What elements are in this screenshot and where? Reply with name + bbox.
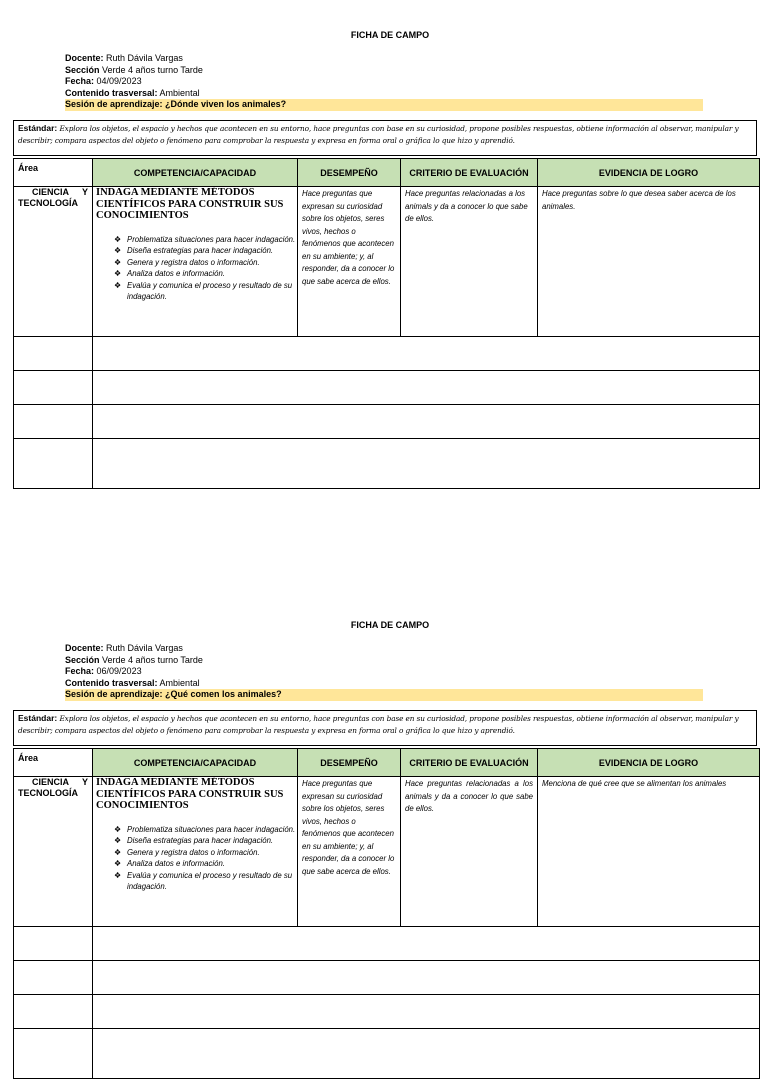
docente-line: Docente: Ruth Dávila Vargas xyxy=(65,643,183,653)
capacidad-item: ❖ Diseña estrategias para hacer indagación. xyxy=(114,245,307,257)
estandar-box xyxy=(13,120,757,156)
ficha-de-campo-2 xyxy=(0,590,768,1090)
area-cell: CIENCIA Y TECNOLOGÍA xyxy=(14,777,93,927)
capacidad-item: ❖ Analiza datos e información. xyxy=(114,268,307,280)
capacidades-list xyxy=(96,234,294,303)
header-desempeno: DESEMPEÑO xyxy=(298,159,401,187)
empty-row xyxy=(14,371,760,405)
sesion-line: Sesión de aprendizaje: ¿Qué comen los animales? xyxy=(65,689,703,701)
capacidad-item: ❖ Problematiza situaciones para hacer indagación. xyxy=(114,824,307,836)
area-cell: CIENCIA Y TECNOLOGÍA xyxy=(14,187,93,337)
header-evidencia: EVIDENCIA DE LOGRO xyxy=(538,749,760,777)
empty-row xyxy=(14,927,760,961)
header-info xyxy=(65,643,705,701)
sesion-line: Sesión de aprendizaje: ¿Dónde viven los animales? xyxy=(65,99,703,111)
estandar-text: Explora los objetos, el espacio y hechos que acontecen en su entorno, hace preguntas con base en su curiosidad, propone posibles respuestas, obtiene información al observar, manipular y describir; compara aspectos del objeto o fenómeno para comprobar la respuesta y expresa en forma oral o gráfica lo que hizo y aprendió. xyxy=(18,124,739,145)
empty-row xyxy=(14,961,760,995)
estandar-label: Estándar: xyxy=(18,713,58,723)
seccion-line: Sección Verde 4 años turno Tarde xyxy=(65,654,203,665)
table-header-row xyxy=(14,749,760,777)
header-competencia: COMPETENCIA/CAPACIDAD xyxy=(93,749,298,777)
table-row xyxy=(14,187,760,337)
contenido-line: Contenido trasversal: Ambiental xyxy=(65,87,200,98)
capacidad-item: ❖ Genera y registra datos o información. xyxy=(114,847,307,859)
fecha-line: Fecha: 06/09/2023 xyxy=(65,666,142,676)
capacidad-item: ❖ Analiza datos e información. xyxy=(114,858,307,870)
header-area: Área xyxy=(14,749,93,777)
competencias-table xyxy=(13,748,760,1079)
document-title: FICHA DE CAMPO xyxy=(350,620,430,630)
empty-row xyxy=(14,337,760,371)
empty-row xyxy=(14,405,760,439)
desempeno-cell: Hace preguntas que expresan su curiosidad sobre los objetos, seres vivos, hechos o fenómenos que acontecen en su ambiente; y, al responder, da a conocer lo que sabe acerca de ellos. xyxy=(298,777,401,927)
competencia-title: INDAGA MEDIANTE MÉTODOS CIENTÍFICOS PARA CONSTRUIR SUS CONOCIMIENTOS xyxy=(96,187,284,221)
document-title: FICHA DE CAMPO xyxy=(350,30,430,40)
desempeno-cell: Hace preguntas que expresan su curiosidad sobre los objetos, seres vivos, hechos o fenómenos que acontecen en su ambiente; y, al responder, da a conocer lo que sabe acerca de ellos. xyxy=(298,187,401,337)
seccion-line: Sección Verde 4 años turno Tarde xyxy=(65,64,203,75)
capacidad-item: ❖ Problematiza situaciones para hacer indagación. xyxy=(114,234,307,246)
table-row xyxy=(14,777,760,927)
capacidad-item: ❖ Genera y registra datos o información. xyxy=(114,257,307,269)
empty-row xyxy=(14,439,760,489)
header-area: Área xyxy=(14,159,93,187)
capacidad-item: ❖ Diseña estrategias para hacer indagación. xyxy=(114,835,307,847)
competencia-title: INDAGA MEDIANTE MÉTODOS CIENTÍFICOS PARA CONSTRUIR SUS CONOCIMIENTOS xyxy=(96,777,284,811)
criterio-cell: Hace preguntas relacionadas a los animals y da a conocer lo que sabe de ellos. xyxy=(401,187,538,337)
evidencia-cell: Menciona de qué cree que se alimentan los animales xyxy=(538,777,760,927)
competencia-cell xyxy=(93,777,298,927)
estandar-text: Explora los objetos, el espacio y hechos que acontecen en su entorno, hace preguntas con base en su curiosidad, propone posibles respuestas, obtiene información al observar, manipular y describir; compara aspectos del objeto o fenómeno para comprobar la respuesta y expresa en forma oral o gráfica lo que hizo y aprendió. xyxy=(18,714,739,735)
header-competencia: COMPETENCIA/CAPACIDAD xyxy=(93,159,298,187)
header-evidencia: EVIDENCIA DE LOGRO xyxy=(538,159,760,187)
docente-line: Docente: Ruth Dávila Vargas xyxy=(65,53,183,63)
criterio-cell: Hace preguntas relacionadas a los animals y da a conocer lo que sabe de ellos. xyxy=(401,777,538,927)
capacidades-list xyxy=(96,824,294,893)
fecha-line: Fecha: 04/09/2023 xyxy=(65,76,142,86)
estandar-label: Estándar: xyxy=(18,123,58,133)
competencia-cell xyxy=(93,187,298,337)
header-info xyxy=(65,53,705,111)
header-criterio: CRITERIO DE EVALUACIÓN xyxy=(401,159,538,187)
header-desempeno: DESEMPEÑO xyxy=(298,749,401,777)
estandar-box xyxy=(13,710,757,746)
evidencia-cell: Hace preguntas sobre lo que desea saber acerca de los animales. xyxy=(538,187,760,337)
table-header-row xyxy=(14,159,760,187)
header-criterio: CRITERIO DE EVALUACIÓN xyxy=(401,749,538,777)
capacidad-item: ❖ Evalúa y comunica el proceso y resultado de su indagación. xyxy=(114,280,307,303)
competencias-table xyxy=(13,158,760,489)
ficha-de-campo-1 xyxy=(0,0,768,500)
empty-row xyxy=(14,995,760,1029)
capacidad-item: ❖ Evalúa y comunica el proceso y resultado de su indagación. xyxy=(114,870,307,893)
empty-row xyxy=(14,1029,760,1079)
contenido-line: Contenido trasversal: Ambiental xyxy=(65,677,200,688)
